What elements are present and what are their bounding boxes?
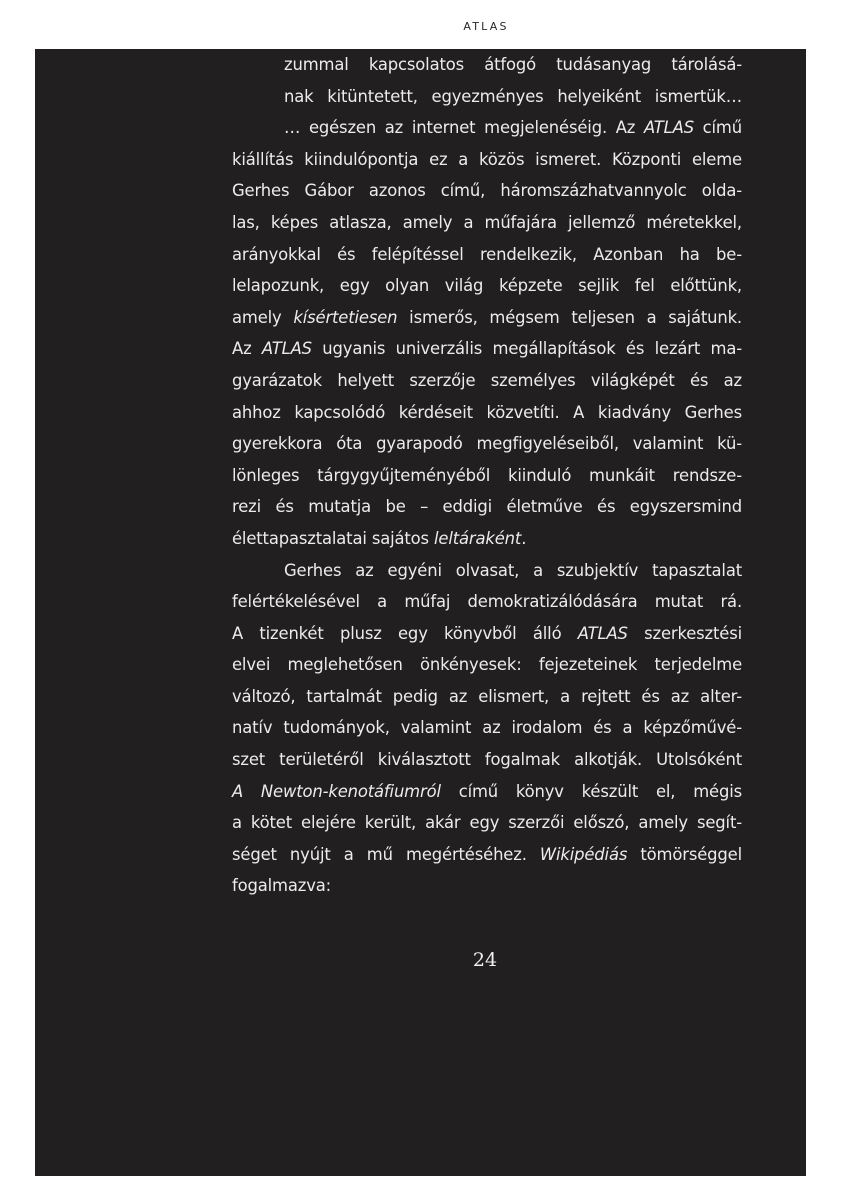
- text-line: [232, 81, 742, 113]
- italic-text: Wikipédiás: [539, 844, 628, 864]
- text-line: [232, 144, 742, 176]
- text-line: [232, 239, 742, 271]
- italic-text: ATLAS: [577, 623, 628, 643]
- text-line: [232, 365, 742, 397]
- page-body: [35, 49, 806, 1176]
- text-segment: szerkesztési: [627, 623, 743, 643]
- text-segment: ugyanis univerzális megállapítások és lezárt ma-: [311, 339, 742, 359]
- text-segment: nak kitüntetett, egyezményes helyeiként ismertük…: [284, 86, 742, 106]
- text-segment: gyerekkora óta gyarapodó megfigyeléseiből, valamint kü-: [232, 434, 742, 454]
- italic-text: ATLAS: [261, 339, 312, 359]
- text-segment: séget nyújt a mű megértéséhez.: [232, 844, 540, 864]
- text-segment: arányokkal és felépítéssel rendelkezik, Azonban ha be-: [232, 244, 742, 264]
- text-segment: las, képes atlasza, amely a műfajára jellemző méretekkel,: [232, 212, 742, 232]
- text-segment: natív tudományok, valamint az irodalom és a képzőművé-: [232, 718, 742, 738]
- text-segment: Az: [232, 339, 262, 359]
- text-segment: kiállítás kiindulópontja ez a közös ismeret. Központi eleme: [232, 149, 742, 169]
- text-segment: rezi és mutatja be – eddigi életműve és egyszersmind: [232, 497, 742, 517]
- text-segment: lelapozunk, egy olyan világ képzete sejlik fel előttünk,: [232, 276, 742, 296]
- text-segment: Gerhes Gábor azonos című, háromszázhatvannyolc olda-: [232, 181, 742, 201]
- text-segment: című: [693, 118, 742, 138]
- text-line: [232, 712, 742, 744]
- page-number: 24: [472, 949, 498, 971]
- text-segment: A tizenkét plusz egy könyvből álló: [232, 623, 578, 643]
- text-line: [232, 586, 742, 618]
- text-segment: című könyv készült el, mégis: [440, 781, 742, 801]
- text-line: [232, 49, 742, 81]
- text-line: [232, 744, 742, 776]
- text-segment: amely: [232, 307, 294, 327]
- text-line: [232, 491, 742, 523]
- text-line: [232, 870, 742, 902]
- italic-text: kísértetiesen: [293, 307, 398, 327]
- text-segment: gyarázatok helyett szerzője személyes világképét és az: [232, 370, 742, 390]
- body-text: [232, 49, 742, 902]
- text-line: [232, 175, 742, 207]
- text-line: [232, 112, 742, 144]
- italic-text: A Newton-kenotáfiumról: [232, 781, 441, 801]
- text-segment: Gerhes az egyéni olvasat, a szubjektív tapasztalat: [284, 560, 742, 580]
- text-segment: zummal kapcsolatos átfogó tudásanyag tárolásá-: [284, 55, 742, 74]
- text-segment: tömörséggel: [627, 844, 742, 864]
- text-line: [232, 428, 742, 460]
- text-line: [232, 333, 742, 365]
- text-segment: felértékelésével a műfaj demokratizálódására mutat rá.: [232, 592, 742, 612]
- text-line: [232, 618, 742, 650]
- text-line: [232, 460, 742, 492]
- text-segment: változó, tartalmát pedig az elismert, a rejtett és az alter-: [232, 686, 742, 706]
- text-line: [232, 397, 742, 429]
- italic-text: ATLAS: [643, 118, 694, 138]
- running-head: ATLAS: [463, 20, 509, 33]
- text-line: [232, 681, 742, 713]
- text-line: [232, 207, 742, 239]
- text-segment: … egészen az internet megjelenéséig. Az: [284, 118, 644, 138]
- text-line: [232, 839, 742, 871]
- text-line: [232, 302, 742, 334]
- text-line: [232, 270, 742, 302]
- text-segment: ismerős, mégsem teljesen a sajátunk.: [397, 307, 742, 327]
- text-line: [232, 649, 742, 681]
- text-line: [232, 807, 742, 839]
- text-segment: .: [521, 528, 527, 548]
- text-segment: fogalmazva:: [232, 876, 332, 896]
- text-line: [232, 555, 742, 587]
- text-segment: a kötet elejére került, akár egy szerzői előszó, amely segít-: [232, 813, 742, 833]
- text-line: [232, 523, 742, 555]
- text-line: [232, 776, 742, 808]
- text-segment: lönleges tárgygyűjteményéből kiinduló munkáit rendsze-: [232, 465, 742, 485]
- text-segment: élettapasztalatai sajátos: [232, 528, 434, 548]
- text-segment: elvei meglehetősen önkényesek: fejezeteinek terjedelme: [232, 655, 742, 675]
- italic-text: leltáraként: [434, 528, 522, 548]
- text-segment: szet területéről kiválasztott fogalmak alkotják. Utolsóként: [232, 750, 742, 770]
- text-segment: ahhoz kapcsolódó kérdéseit közvetíti. A kiadvány Gerhes: [232, 402, 742, 422]
